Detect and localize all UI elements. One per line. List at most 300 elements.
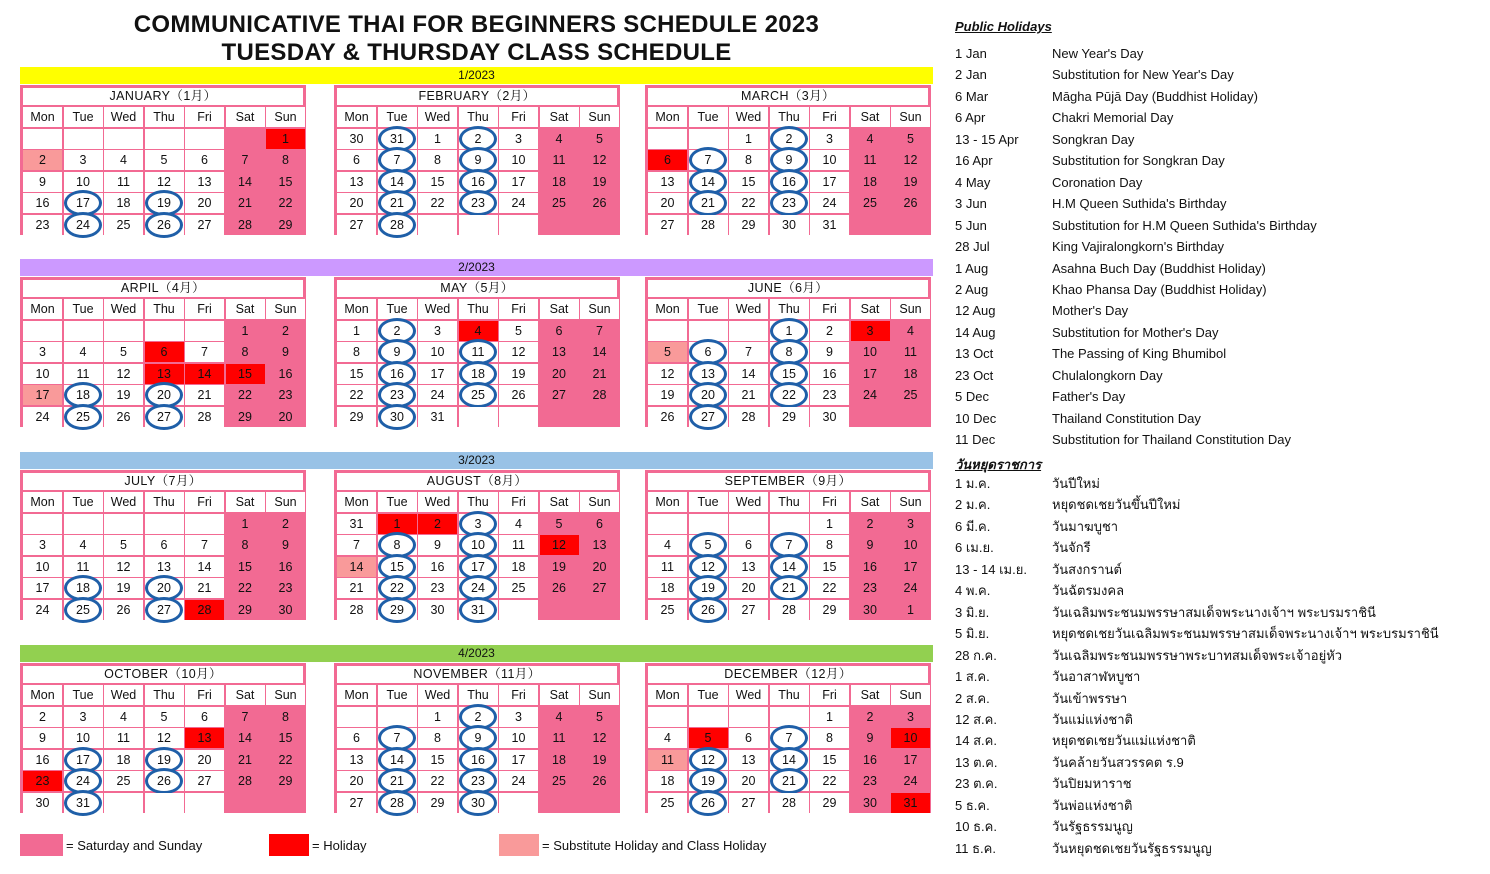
day-number: 20	[197, 752, 212, 767]
day-number: 14	[197, 366, 212, 381]
day-cell	[459, 600, 498, 620]
weekday-header: Sat	[851, 107, 890, 127]
week-row	[648, 535, 931, 555]
day-cell	[418, 364, 457, 384]
day-cell	[145, 407, 184, 427]
weekday-header: Thu	[145, 685, 184, 705]
day-cell	[499, 129, 538, 149]
day-number: 24	[471, 581, 485, 595]
holiday-row	[955, 150, 1470, 171]
weekday-header: Thu	[770, 685, 809, 705]
day-cell	[810, 385, 849, 405]
weekday-header: Wed	[418, 492, 457, 512]
day-cell	[499, 750, 538, 770]
class-day-ring	[64, 597, 102, 623]
holiday-row	[955, 172, 1470, 193]
day-number: 27	[197, 217, 212, 232]
day-cell	[499, 385, 538, 405]
day-number: 30	[471, 795, 485, 810]
day-cell	[851, 707, 890, 727]
day-cell	[23, 385, 62, 405]
day-number: 3	[866, 323, 874, 338]
weekday-header: Tue	[689, 299, 728, 319]
holiday-date: 23 ต.ค.	[955, 776, 998, 792]
day-cell	[459, 407, 498, 427]
day-cell	[64, 172, 103, 192]
day-cell	[891, 321, 930, 341]
day-cell	[540, 771, 579, 791]
holiday-row	[955, 795, 1470, 816]
day-number: 26	[116, 602, 131, 617]
day-cell	[648, 193, 687, 213]
holiday-date: 28 ก.ค.	[955, 647, 997, 663]
class-day-ring	[64, 404, 102, 430]
day-cell	[266, 129, 305, 149]
day-cell	[689, 407, 728, 427]
day-cell	[185, 385, 224, 405]
week-row	[648, 514, 931, 534]
holiday-date: 4 May	[955, 174, 991, 190]
day-number: 21	[390, 774, 404, 788]
day-cell	[580, 728, 619, 748]
day-cell	[418, 578, 457, 598]
day-number: 13	[157, 559, 171, 574]
weekday-header: Mon	[23, 299, 62, 319]
week-row	[648, 771, 931, 791]
holiday-name: วันหยุดชดเชยวันรัฐธรรมนูญ	[1052, 840, 1212, 856]
weekday-header: Mon	[648, 492, 687, 512]
day-cell	[459, 793, 498, 813]
day-number: 10	[511, 153, 526, 167]
day-cell	[104, 707, 143, 727]
day-number: 19	[157, 752, 171, 767]
day-cell	[770, 150, 809, 170]
day-cell	[337, 750, 376, 770]
holiday-row	[955, 580, 1470, 601]
day-number: 17	[430, 366, 445, 381]
day-cell	[580, 407, 619, 427]
day-cell	[689, 707, 728, 727]
day-number: 21	[390, 196, 404, 210]
day-cell	[648, 215, 687, 235]
day-number: 24	[76, 217, 90, 232]
day-cell	[185, 600, 224, 620]
class-day-ring	[689, 790, 727, 816]
day-number: 14	[741, 366, 756, 381]
weekday-header: Fri	[810, 685, 849, 705]
class-day-ring	[770, 190, 808, 216]
month-calendar	[645, 663, 931, 813]
day-cell	[729, 771, 768, 791]
day-cell	[145, 578, 184, 598]
day-cell	[23, 342, 62, 362]
day-number: 10	[76, 174, 90, 189]
day-cell	[337, 771, 376, 791]
holiday-row	[955, 666, 1470, 687]
weekday-header: Tue	[378, 492, 417, 512]
day-number: 17	[863, 366, 877, 381]
weekday-header: Wed	[418, 685, 457, 705]
day-number: 15	[430, 752, 445, 767]
day-number: 7	[241, 153, 249, 167]
day-cell	[770, 385, 809, 405]
day-number: 23	[430, 581, 445, 595]
weekday-header: Mon	[337, 685, 376, 705]
day-cell	[226, 172, 265, 192]
day-cell	[689, 557, 728, 577]
day-cell	[540, 514, 579, 534]
day-number: 23	[278, 388, 293, 402]
day-cell	[459, 750, 498, 770]
day-cell	[459, 514, 498, 534]
day-cell	[23, 578, 62, 598]
weekday-header: Sun	[891, 107, 930, 127]
day-cell	[378, 215, 417, 235]
quarter-bar: 2/2023	[20, 259, 933, 276]
day-cell	[770, 750, 809, 770]
day-number: 28	[390, 217, 404, 232]
day-number: 18	[903, 366, 918, 381]
weekday-header: Sat	[851, 685, 890, 705]
day-number: 26	[511, 388, 526, 402]
day-cell	[145, 793, 184, 813]
schedule-title: COMMUNICATIVE THAI FOR BEGINNERS SCHEDULE 2023	[133, 11, 820, 38]
day-cell	[145, 321, 184, 341]
day-number: 28	[238, 774, 252, 788]
day-number: 17	[35, 388, 50, 402]
weekday-header: Fri	[810, 107, 849, 127]
day-number: 19	[116, 388, 131, 402]
day-cell	[185, 535, 224, 555]
month-calendar	[20, 663, 306, 813]
day-cell	[226, 728, 265, 748]
holiday-name: Asahna Buch Day (Buddhist Holiday)	[1052, 260, 1266, 276]
week-row	[337, 793, 620, 813]
day-number: 28	[238, 217, 252, 232]
week-row	[23, 407, 306, 427]
week-row	[337, 578, 620, 598]
day-number: 5	[664, 345, 671, 359]
day-number: 25	[660, 795, 675, 810]
day-cell	[891, 172, 930, 192]
day-number: 20	[349, 774, 364, 788]
day-cell	[459, 385, 498, 405]
holiday-date: 1 ส.ค.	[955, 669, 990, 685]
day-cell	[891, 129, 930, 149]
day-cell	[851, 193, 890, 213]
holiday-name: Mother's Day	[1052, 303, 1129, 319]
day-cell	[580, 129, 619, 149]
day-number: 27	[157, 409, 171, 424]
day-number: 30	[430, 602, 445, 617]
day-cell	[580, 535, 619, 555]
day-cell	[580, 578, 619, 598]
day-number: 25	[660, 602, 675, 617]
day-cell	[64, 728, 103, 748]
week-row	[337, 535, 620, 555]
holiday-date: 5 มิ.ย.	[955, 626, 990, 642]
day-cell	[226, 342, 265, 362]
month-calendar	[20, 85, 306, 235]
day-number: 7	[201, 345, 208, 359]
day-cell	[540, 557, 579, 577]
weekday-header: Wed	[104, 107, 143, 127]
class-day-ring	[459, 382, 497, 408]
day-cell	[770, 535, 809, 555]
day-cell	[851, 793, 890, 813]
day-number: 15	[430, 174, 445, 189]
day-number: 19	[701, 774, 715, 788]
day-number: 13	[349, 752, 364, 767]
day-number: 22	[822, 774, 837, 788]
day-cell	[266, 172, 305, 192]
day-cell	[810, 193, 849, 213]
day-cell	[64, 193, 103, 213]
day-number: 28	[349, 602, 364, 617]
holiday-row	[955, 215, 1470, 236]
day-cell	[729, 728, 768, 748]
day-number: 1	[282, 131, 289, 146]
day-cell	[64, 578, 103, 598]
day-cell	[64, 385, 103, 405]
day-cell	[185, 172, 224, 192]
day-cell	[266, 535, 305, 555]
day-cell	[185, 793, 224, 813]
legend-substitute-swatch	[499, 834, 539, 856]
day-cell	[145, 364, 184, 384]
weekday-header: Fri	[499, 492, 538, 512]
day-number: 30	[390, 409, 404, 424]
weekday-header: Wed	[418, 299, 457, 319]
holiday-name: Substitution for H.M Queen Suthida's Birthday	[1052, 217, 1317, 233]
day-cell	[266, 215, 305, 235]
week-row	[337, 557, 620, 577]
week-row	[337, 321, 620, 341]
day-number: 19	[660, 388, 675, 402]
day-number: 11	[904, 345, 917, 359]
day-number: 24	[863, 388, 877, 402]
day-cell	[266, 707, 305, 727]
holiday-date: 1 Jan	[955, 46, 987, 61]
day-number: 30	[863, 602, 877, 617]
day-number: 27	[741, 602, 756, 617]
day-cell	[226, 385, 265, 405]
day-number: 6	[201, 709, 208, 724]
day-cell	[64, 150, 103, 170]
day-cell	[226, 557, 265, 577]
holiday-date: 2 ส.ค.	[955, 690, 990, 706]
day-cell	[145, 129, 184, 149]
day-cell	[891, 600, 930, 620]
holiday-row	[955, 129, 1470, 150]
day-number: 28	[782, 795, 796, 810]
day-cell	[648, 600, 687, 620]
day-number: 25	[76, 409, 90, 424]
day-number: 29	[822, 602, 837, 617]
day-cell	[770, 342, 809, 362]
legend-substitute-label: = Substitute Holiday and Class Holiday	[542, 838, 767, 853]
day-number: 27	[741, 795, 756, 810]
day-cell	[770, 364, 809, 384]
holiday-date: 3 มิ.ย.	[955, 604, 990, 620]
holiday-row	[955, 300, 1470, 321]
holiday-name: วันคล้ายวันสวรรคต ร.9	[1052, 754, 1184, 770]
day-number: 29	[390, 602, 404, 617]
day-number: 5	[555, 516, 563, 531]
day-number: 9	[282, 538, 289, 552]
holiday-date: 1 Aug	[955, 260, 989, 276]
weekday-header: Thu	[459, 299, 498, 319]
weekday-header: Fri	[810, 299, 849, 319]
day-cell	[226, 514, 265, 534]
day-cell	[810, 578, 849, 598]
day-cell	[185, 557, 224, 577]
day-cell	[378, 150, 417, 170]
day-number: 12	[592, 731, 607, 745]
day-cell	[689, 215, 728, 235]
day-cell	[226, 771, 265, 791]
day-cell	[540, 750, 579, 770]
holiday-date: 13 - 15 Apr	[955, 131, 1019, 147]
day-cell	[337, 793, 376, 813]
day-cell	[689, 750, 728, 770]
day-cell	[104, 771, 143, 791]
day-number: 20	[278, 409, 293, 424]
day-number: 30	[278, 602, 293, 617]
day-number: 28	[390, 795, 404, 810]
day-number: 21	[741, 388, 756, 402]
day-number: 29	[238, 602, 252, 617]
day-cell	[145, 535, 184, 555]
day-number: 10	[35, 559, 50, 574]
day-number: 22	[238, 388, 252, 402]
holiday-row	[955, 386, 1470, 407]
day-number: 2	[39, 709, 46, 724]
day-cell	[580, 750, 619, 770]
holiday-name: หยุดชดเชยวันเฉลิมพระชนมพรรษาสมเด็จพระนางเจ้าฯ พระบรมราชินี	[1052, 626, 1439, 642]
day-number: 25	[116, 217, 131, 232]
day-number: 15	[822, 752, 837, 767]
day-number: 4	[474, 323, 482, 338]
day-number: 11	[661, 752, 674, 767]
day-number: 9	[39, 174, 46, 189]
day-cell	[185, 771, 224, 791]
holiday-row	[955, 86, 1470, 107]
day-cell	[810, 793, 849, 813]
holiday-row	[955, 365, 1470, 386]
day-number: 16	[863, 752, 877, 767]
day-cell	[23, 364, 62, 384]
day-number: 2	[434, 516, 441, 531]
day-number: 19	[903, 174, 918, 189]
week-row	[23, 771, 306, 791]
quarter-bar: 1/2023	[20, 67, 933, 84]
day-cell	[23, 728, 62, 748]
class-day-ring	[378, 790, 416, 816]
day-number: 20	[701, 388, 715, 402]
day-cell	[648, 385, 687, 405]
day-cell	[891, 793, 930, 813]
day-cell	[689, 150, 728, 170]
day-cell	[459, 321, 498, 341]
class-day-ring	[459, 597, 497, 623]
holiday-row	[955, 709, 1470, 730]
day-cell	[540, 578, 579, 598]
day-cell	[337, 193, 376, 213]
weekday-header: Fri	[185, 492, 224, 512]
day-cell	[378, 172, 417, 192]
day-cell	[580, 385, 619, 405]
day-cell	[580, 342, 619, 362]
day-cell	[540, 172, 579, 192]
holiday-date: 10 Dec	[955, 410, 997, 426]
day-cell	[266, 771, 305, 791]
day-number: 19	[157, 196, 171, 210]
day-cell	[891, 193, 930, 213]
day-number: 12	[903, 153, 918, 167]
day-number: 8	[434, 153, 441, 167]
day-cell	[23, 771, 62, 791]
day-number: 21	[197, 388, 212, 402]
holiday-name: วันปีใหม่	[1052, 476, 1100, 491]
day-cell	[104, 342, 143, 362]
month-title: AUGUST（8月）	[337, 473, 617, 490]
day-number: 29	[430, 795, 445, 810]
holiday-name: วันมาฆบูชา	[1052, 518, 1119, 534]
weekday-header: Thu	[459, 685, 498, 705]
holiday-name: หยุดชดเชยวันขึ้นปีใหม่	[1052, 497, 1181, 513]
day-number: 9	[434, 538, 441, 552]
day-number: 11	[863, 153, 877, 167]
week-row	[337, 771, 620, 791]
day-cell	[145, 728, 184, 748]
day-cell	[104, 514, 143, 534]
weekday-header: Sat	[226, 685, 265, 705]
day-number: 27	[592, 581, 607, 595]
weekday-header: Sat	[540, 299, 579, 319]
week-row	[337, 215, 620, 235]
day-cell	[851, 364, 890, 384]
weekday-header: Sun	[580, 299, 619, 319]
day-number: 16	[863, 559, 877, 574]
day-number: 19	[552, 559, 566, 574]
day-number: 12	[701, 559, 715, 574]
day-cell	[851, 514, 890, 534]
day-number: 29	[238, 409, 252, 424]
class-day-ring	[378, 212, 416, 238]
weekday-header: Sun	[580, 107, 619, 127]
weekday-header: Thu	[145, 492, 184, 512]
day-cell	[185, 364, 224, 384]
weekday-header: Mon	[337, 107, 376, 127]
day-cell	[23, 129, 62, 149]
day-cell	[810, 707, 849, 727]
day-cell	[418, 172, 457, 192]
day-number: 12	[592, 153, 607, 167]
day-number: 22	[349, 388, 364, 402]
day-number: 4	[866, 131, 874, 146]
day-cell	[851, 407, 890, 427]
weekday-header: Sat	[226, 107, 265, 127]
day-cell	[104, 215, 143, 235]
day-cell	[104, 793, 143, 813]
day-cell	[648, 771, 687, 791]
day-number: 5	[596, 131, 603, 146]
day-cell	[266, 364, 305, 384]
month-calendar	[645, 470, 931, 620]
day-cell	[23, 793, 62, 813]
day-number: 13	[660, 174, 675, 189]
